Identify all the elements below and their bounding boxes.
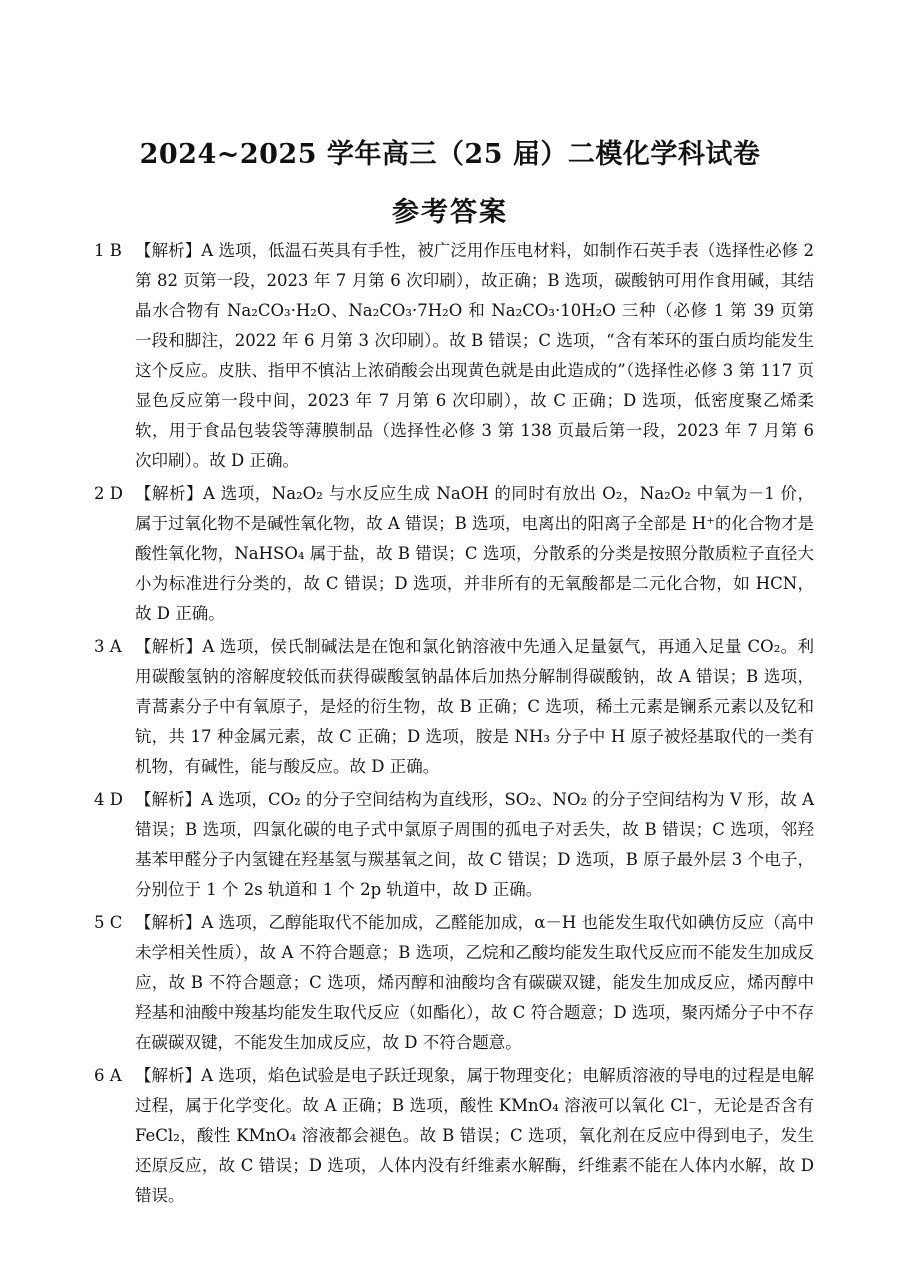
answer-number: 6 A: [94, 1066, 122, 1085]
answer-number: 3 A: [94, 637, 122, 656]
answer-number: 1 B: [94, 241, 122, 260]
answer-explanation: 【解析】A 选项，焰色试验是电子跃迁现象，属于物理变化；电解质溶液的导电的过程是电解过程，属于化学变化。故 A 正确；B 选项，酸性 KMnO₄ 溶液可以氧化 Cl⁻，无论是否含有 FeCl₂，酸性 KMnO₄ 溶液都会褪色。故 B 错误；C 选项，氧化剂在反应中得到电子，发生还原反应，故 C 错误；D 选项，人体内没有纤维素水解酶，纤维素不能在人体内水解，故 D 错误。: [135, 1066, 814, 1205]
answer-number: 4 D: [94, 790, 123, 809]
answer-item-6: [94, 1061, 814, 1211]
answer-explanation: 【解析】A 选项，乙醇能取代不能加成，乙醛能加成，α－H 也能发生取代如碘仿反应（高中未学相关性质），故 A 不符合题意；B 选项，乙烷和乙酸均能发生取代反应而不能发生加成反应，故 B 不符合题意；C 选项，烯丙醇和油酸均含有碳碳双键，能发生加成反应，烯丙醇中羟基和油酸中羧基均能发生取代反应（如酯化），故 C 符合题意；D 选项，聚丙烯分子中不存在碳碳双键，不能发生加成反应，故 D 不符合题意。: [135, 913, 814, 1052]
answer-list: [94, 236, 814, 1214]
answer-explanation: 【解析】A 选项，低温石英具有手性，被广泛用作压电材料，如制作石英手表（选择性必修 2 第 82 页第一段，2023 年 7 月第 6 次印刷），故正确；B 选项，碳酸钠可用作食用碱，其结晶水合物有 Na₂CO₃·H₂O、Na₂CO₃·7H₂O 和 Na₂CO₃·10H₂O 三种（必修 1 第 39 页第一段和脚注，2022 年 6 月第 3 次印刷）。故 B 错误；C 选项，“含有苯环的蛋白质均能发生这个反应。皮肤、指甲不慎沾上浓硝酸会出现黄色就是由此造成的”（选择性必修 3 第 117 页显色反应第一段中间，2023 年 7 月第 6 次印刷），故 C 正确；D 选项，低密度聚乙烯柔软，用于食品包装袋等薄膜制品（选择性必修 3 第 138 页最后第一段，2023 年 7 月第 6 次印刷）。故 D 正确。: [135, 241, 814, 470]
answer-item-1: [94, 236, 814, 476]
answer-item-3: [94, 632, 814, 782]
answer-item-4: [94, 785, 814, 905]
answer-item-2: [94, 479, 814, 629]
answer-explanation: 【解析】A 选项，侯氏制碱法是在饱和氯化钠溶液中先通入足量氨气，再通入足量 CO₂。利用碳酸氢钠的溶解度较低而获得碳酸氢钠晶体后加热分解制得碳酸钠，故 A 错误；B 选项，青蒿素分子中有氧原子，是烃的衍生物，故 B 正确；C 选项，稀土元素是镧系元素以及钇和钪，共 17 种金属元素，故 C 正确；D 选项，胺是 NH₃ 分子中 H 原子被烃基取代的一类有机物，有碱性，能与酸反应。故 D 正确。: [135, 637, 814, 776]
answer-explanation: 【解析】A 选项，Na₂O₂ 与水反应生成 NaOH 的同时有放出 O₂，Na₂O₂ 中氧为－1 价，属于过氧化物不是碱性氧化物，故 A 错误；B 选项，电离出的阳离子全部是 H⁺的化合物才是酸性氧化物，NaHSO₄ 属于盐，故 B 错误；C 选项，分散系的分类是按照分散质粒子直径大小为标准进行分类的，故 C 错误；D 选项，并非所有的无氧酸都是二元化合物，如 HCN，故 D 正确。: [135, 484, 814, 623]
answer-number: 5 C: [94, 913, 123, 932]
page-subtitle: 参考答案: [392, 197, 508, 228]
answer-explanation: 【解析】A 选项，CO₂ 的分子空间结构为直线形，SO₂、NO₂ 的分子空间结构为 V 形，故 A 错误；B 选项，四氯化碳的电子式中氯原子周围的孤电子对丢失，故 B 错误；C 选项，邻羟基苯甲醛分子内氢键在羟基氢与羰基氧之间，故 C 错误；D 选项，B 原子最外层 3 个电子，分别位于 1 个 2s 轨道和 1 个 2p 轨道中，故 D 正确。: [135, 790, 814, 899]
answer-item-5: [94, 908, 814, 1058]
answer-number: 2 D: [94, 484, 123, 503]
page-title: 2024~2025 学年高三（25 届）二模化学科试卷: [139, 139, 761, 170]
